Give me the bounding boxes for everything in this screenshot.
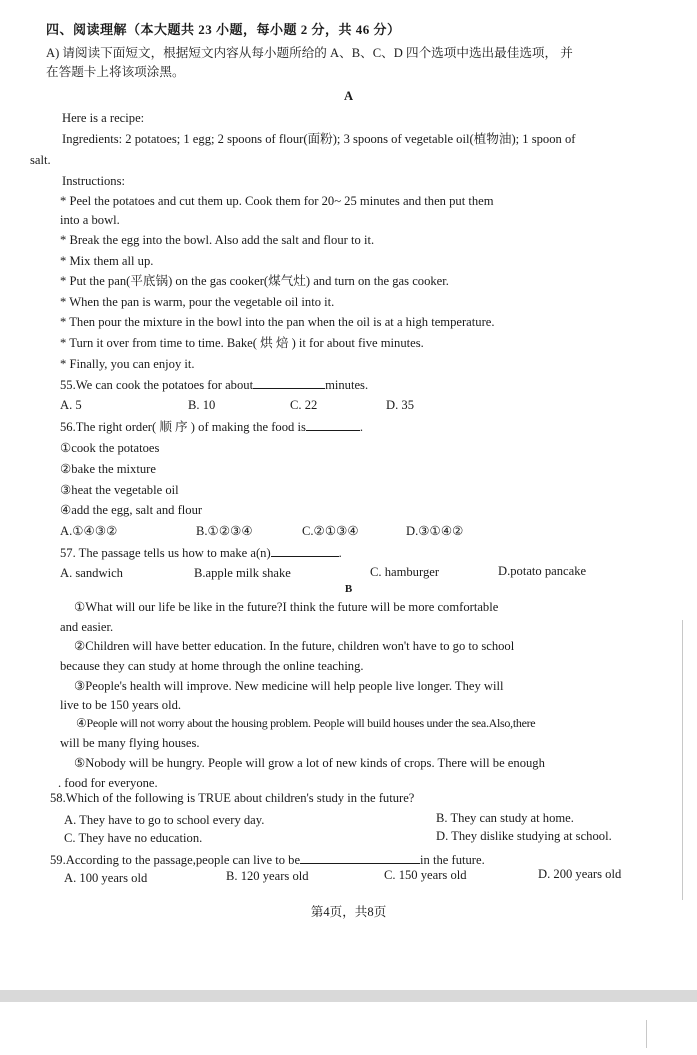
instruction-step: * When the pan is warm, pour the vegetable oil into it.: [60, 295, 335, 309]
answer-blank: [306, 418, 360, 431]
option-a: A. 100 years old: [64, 871, 148, 885]
passage-b-paragraph-line: live to be 150 years old.: [60, 698, 182, 712]
passage-b-paragraph-line: ④People will not worry about the housing problem. People will build houses under the sea.Also,there: [76, 716, 536, 730]
passage-b-paragraph-line: ①What will our life be like in the future?I think the future will be more comfortable: [74, 600, 499, 614]
answer-blank: [271, 544, 339, 557]
question-57-stem-end: .: [338, 546, 342, 560]
passage-b-paragraph-line: ⑤Nobody will be hungry. People will grow a lot of new kinds of crops. There will be enough: [74, 756, 545, 770]
instruction-step: * Turn it over from time to time. Bake( 烘 焙 ) it for about five minutes.: [60, 336, 424, 350]
option-a: A.①④③②: [60, 524, 118, 538]
recipe-intro: Here is a recipe:: [62, 111, 145, 125]
question-59-stem-end: in the future.: [420, 853, 485, 867]
option-c: C. They have no education.: [64, 831, 203, 845]
passage-b-paragraph-line: ②Children will have better education. In the future, children won't have to go to school: [74, 639, 515, 653]
option-a: A. sandwich: [60, 566, 123, 580]
option-c: C.②①③④: [302, 524, 359, 538]
question-57-stem: 57. The passage tells us how to make a(n): [60, 546, 271, 560]
instruction-step: * Then pour the mixture in the bowl into the pan when the oil is at a high temperature.: [60, 315, 495, 329]
ingredients-line-1: Ingredients: 2 potatoes; 1 egg; 2 spoons of flour(面粉); 3 spoons of vegetable oil(植物油); 1 spoon of: [62, 132, 576, 146]
question-55: [60, 376, 368, 393]
passage-b-paragraph-line: will be many flying houses.: [60, 736, 200, 750]
question-56: [60, 418, 363, 435]
section-instruction-line-1: A) 请阅读下面短文，根据短文内容从每小题所给的 A、B、C、D 四个选项中选出最佳选项， 并: [46, 46, 573, 60]
option-d: D. They dislike studying at school.: [436, 829, 612, 843]
option-b: B.apple milk shake: [194, 566, 291, 580]
order-item: ①cook the potatoes: [60, 441, 160, 455]
instructions-heading: Instructions:: [62, 174, 125, 188]
ingredients-line-2: salt.: [30, 153, 51, 167]
scan-edge-mark: [682, 620, 683, 900]
option-d: D.③①④②: [406, 524, 464, 538]
passage-b-paragraph-line: and easier.: [60, 620, 114, 634]
option-d: D. 200 years old: [538, 867, 622, 881]
question-57: [60, 544, 342, 561]
question-59: [50, 851, 485, 868]
question-58-stem: 58.Which of the following is TRUE about children's study in the future?: [50, 791, 415, 805]
instruction-step: * Put the pan(平底锅) on the gas cooker(煤气灶) and turn on the gas cooker.: [60, 274, 449, 288]
scan-edge-mark: [646, 1020, 647, 1048]
option-a: A. 5: [60, 398, 82, 412]
option-d: D.potato pancake: [498, 564, 587, 578]
question-59-stem: 59.According to the passage,people can live to be: [50, 853, 301, 867]
order-item: ③heat the vegetable oil: [60, 483, 179, 497]
order-item: ②bake the mixture: [60, 462, 156, 476]
page-gap-band: [0, 990, 697, 1002]
answer-blank: [253, 376, 325, 389]
question-55-stem: 55.We can cook the potatoes for about: [60, 378, 254, 392]
question-56-stem: 56.The right order( 顺 序 ) of making the food is: [60, 420, 306, 434]
passage-a-label: A: [343, 89, 354, 103]
instruction-step: into a bowl.: [60, 213, 120, 227]
section-instruction-line-2: 在答题卡上将该项涂黑。: [46, 65, 185, 79]
instruction-step: * Finally, you can enjoy it.: [60, 357, 195, 371]
option-c: C. 150 years old: [384, 868, 467, 882]
instruction-step: * Mix them all up.: [60, 254, 154, 268]
passage-b-paragraph-line: . food for everyone.: [58, 776, 158, 790]
answer-blank: [300, 851, 420, 864]
option-c: C. 22: [290, 398, 318, 412]
passage-b-label: B: [344, 583, 353, 595]
section-title: 四、阅读理解（本大题共 23 小题，每小题 2 分，共 46 分）: [46, 22, 401, 37]
order-item: ④add the egg, salt and flour: [60, 503, 203, 517]
option-b: B. 120 years old: [226, 869, 309, 883]
option-b: B. 10: [188, 398, 216, 412]
passage-b-paragraph-line: ③People's health will improve. New medicine will help people live longer. They will: [74, 679, 504, 693]
passage-b-paragraph-line: because they can study at home through the online teaching.: [60, 659, 364, 673]
option-b: B. They can study at home.: [436, 811, 574, 825]
option-c: C. hamburger: [370, 565, 440, 579]
question-56-stem-end: .: [359, 420, 364, 434]
question-55-stem-end: minutes.: [325, 378, 369, 392]
instruction-step: * Break the egg into the bowl. Also add the salt and flour to it.: [60, 233, 375, 247]
option-b: B.①②③④: [196, 524, 253, 538]
option-d: D. 35: [386, 398, 414, 412]
instruction-step: * Peel the potatoes and cut them up. Cook them for 20~ 25 minutes and then put them: [60, 194, 494, 208]
option-a: A. They have to go to school every day.: [64, 813, 265, 827]
page-number: 第4页，共8页: [310, 905, 387, 919]
